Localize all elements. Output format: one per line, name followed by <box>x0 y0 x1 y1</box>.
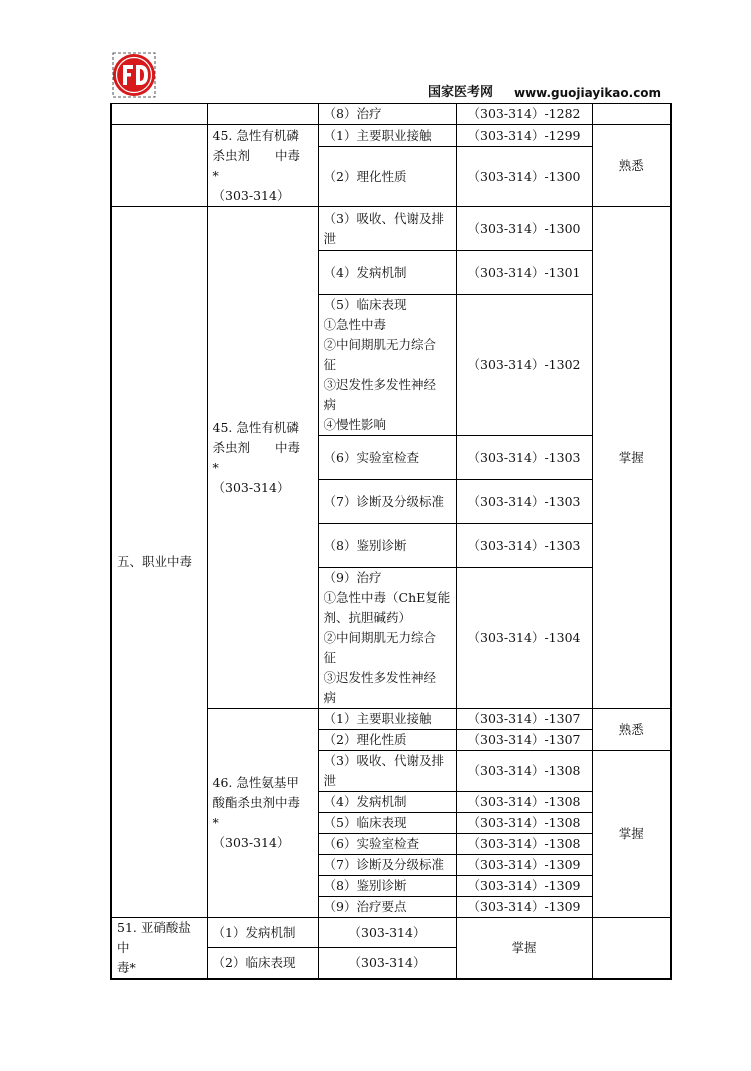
page-cell: （303-314）-1307 <box>456 730 592 751</box>
page-cell: （303-314）-1304 <box>456 568 592 709</box>
level-cell: 熟悉 <box>592 125 671 207</box>
page-cell: （303-314）-1307 <box>456 709 592 730</box>
item-cell: （3）吸收、代谢及排 泄 <box>318 207 456 251</box>
item-cell: （8）鉴别诊断 <box>318 876 456 897</box>
page-cell: （303-314） <box>318 948 456 979</box>
page-cell: （303-314）-1282 <box>456 104 592 125</box>
topic-cell: 51. 亚硝酸盐中 毒* <box>111 918 207 980</box>
item-cell: （8）鉴别诊断 <box>318 524 456 568</box>
level-cell: 掌握 <box>592 751 671 918</box>
table-row <box>111 918 671 948</box>
fd-logo-icon <box>110 50 158 100</box>
topic-cell: 45. 急性有机磷 杀虫剂 中毒 * （303-314） <box>207 207 318 709</box>
topic-cell: 45. 急性有机磷 杀虫剂 中毒 * （303-314） <box>207 125 318 207</box>
table-row <box>111 125 671 147</box>
site-name[interactable]: 国家医考网 <box>428 85 494 100</box>
page-cell: （303-314）-1302 <box>456 295 592 436</box>
item-cell: （8）治疗 <box>318 104 456 125</box>
level-cell-empty <box>592 104 671 125</box>
page-cell: （303-314）-1300 <box>456 147 592 207</box>
table-row <box>111 104 671 125</box>
site-url[interactable]: www.guojiayikao.com <box>514 86 662 100</box>
level-cell: 掌握 <box>456 918 592 980</box>
item-cell: （5）临床表现 ①急性中毒 ②中间期肌无力综合 征 ③迟发性多发性神经 病 ④慢性影响 <box>318 295 456 436</box>
syllabus-table <box>110 103 672 980</box>
page-cell: （303-314）-1303 <box>456 524 592 568</box>
item-cell: （2）理化性质 <box>318 147 456 207</box>
page-cell: （303-314）-1308 <box>456 751 592 792</box>
level-cell: 熟悉 <box>592 709 671 751</box>
item-cell: （2）临床表现 <box>207 948 318 979</box>
item-cell: （5）临床表现 <box>318 813 456 834</box>
level-cell: 掌握 <box>592 207 671 709</box>
item-cell: （1）发病机制 <box>207 918 318 948</box>
page-cell: （303-314）-1308 <box>456 834 592 855</box>
topic-cell-empty <box>207 104 318 125</box>
page-cell: （303-314）-1301 <box>456 251 592 295</box>
item-cell: （6）实验室检查 <box>318 834 456 855</box>
item-cell: （9）治疗要点 <box>318 897 456 918</box>
page-cell: （303-314）-1308 <box>456 813 592 834</box>
page-cell: （303-314）-1309 <box>456 876 592 897</box>
item-cell: （7）诊断及分级标准 <box>318 855 456 876</box>
topic-cell: 46. 急性氨基甲 酸酯杀虫剂中毒 * （303-314） <box>207 709 318 918</box>
page-cell: （303-314）-1299 <box>456 125 592 147</box>
item-cell: （6）实验室检查 <box>318 436 456 480</box>
unit-cell-empty <box>111 104 207 125</box>
page-cell: （303-314）-1303 <box>456 436 592 480</box>
page-cell: （303-314）-1309 <box>456 897 592 918</box>
item-cell: （3）吸收、代谢及排 泄 <box>318 751 456 792</box>
item-cell: （1）主要职业接触 <box>318 125 456 147</box>
item-cell: （4）发病机制 <box>318 251 456 295</box>
table-row <box>111 207 671 251</box>
page-cell: （303-314）-1309 <box>456 855 592 876</box>
item-cell: （1）主要职业接触 <box>318 709 456 730</box>
item-cell: （9）治疗 ①急性中毒（ChE复能 剂、抗胆碱药） ②中间期肌无力综合 征 ③迟发性多发性神经 病 <box>318 568 456 709</box>
page-cell: （303-314）-1308 <box>456 792 592 813</box>
unit-cell-empty <box>111 125 207 207</box>
page-cell: （303-314） <box>318 918 456 948</box>
item-cell: （4）发病机制 <box>318 792 456 813</box>
unit-cell: 五、职业中毒 <box>111 207 207 918</box>
page-cell: （303-314）-1303 <box>456 480 592 524</box>
page-cell: （303-314）-1300 <box>456 207 592 251</box>
item-cell: （7）诊断及分级标准 <box>318 480 456 524</box>
item-cell: （2）理化性质 <box>318 730 456 751</box>
